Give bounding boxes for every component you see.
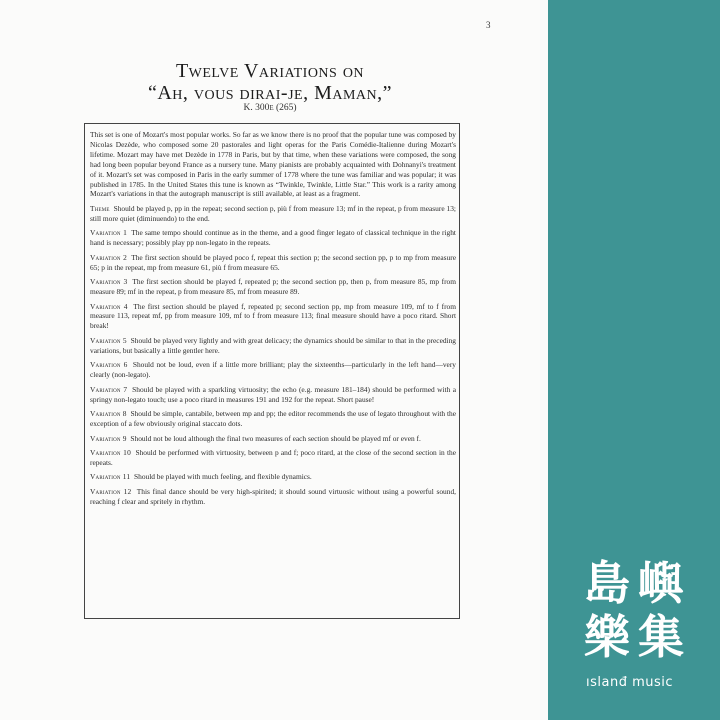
entry-label: Variation 6 (90, 360, 128, 370)
entry-variation-12 (90, 487, 456, 507)
entry-variation-3 (90, 277, 456, 297)
entry-label: Variation 3 (90, 277, 128, 287)
entry-label: Variation 7 (90, 384, 128, 394)
logo-char-2: 嶼 (638, 556, 684, 610)
entry-label: Variation 1 (90, 228, 127, 238)
entry-label: Variation 8 (90, 409, 127, 419)
entry-variation-11 (90, 472, 456, 482)
title-line-2: “Ah, vous dirai-je, Maman,” (147, 82, 393, 104)
entry-text: Should not be loud although the final two measures of each section should be played mf or even f. (130, 433, 421, 443)
entry-text: Should be played with much feeling, and flexible dynamics. (134, 472, 312, 482)
notes-text (90, 130, 456, 511)
entry-text: Should not be loud, even if a little more brilliant; play the sixteenths—particularly in the left hand—very clearly (non-legato). (90, 360, 456, 380)
logo-char-1: 島 (584, 556, 630, 610)
entry-text: The same tempo should continue as in the theme, and a good finger legato of classical technique in the right hand is necessary; possibly play pp non-legato in the repeats. (90, 228, 456, 248)
catalog-number: K. 300e (265) (243, 103, 297, 113)
entry-variation-10 (90, 448, 456, 468)
entry-label: Variation 12 (90, 486, 132, 496)
entry-variation-1 (90, 228, 456, 248)
entry-text: Should be played very lightly and with great delicacy; the dynamics should be similar to that in the preceding variations, but basically a little gentler here. (90, 335, 456, 355)
entry-label: Variation 2 (90, 252, 127, 262)
intro-paragraph: This set is one of Mozart's most popular works. So far as we know there is no proof that the popular tune was composed by Nicolas Dezède, who composed some 20 pastorales and light operas for the Paris Comédie-Italienne during Mozart's lifetime. Mozart may have met Dezède in 1778 in Paris, but by that time, when these variations were composed, the song had long been popular beyond France as a nursery tune. Many pianists are probably acquainted with Dohnanyi's treatment of it. Mozart's set was composed in Paris in the early summer of 1778 where the tune was familiar and was popular; it was published in 1785. In the United States this tune is known as “Twinkle, Twinkle, Little Star.” This work is a rarity among Mozart's variations in that the autograph manuscript is still available, at least as a fragment. (90, 130, 456, 199)
entry-label: Variation 10 (90, 448, 131, 457)
page-number: 3 (486, 20, 491, 30)
logo-char-3: 樂 (584, 610, 630, 664)
entry-label: Variation 5 (90, 335, 127, 345)
brand-sidebar (548, 0, 720, 720)
title-line-1: Twelve Variations on (175, 60, 365, 82)
logo-char-4: 集 (638, 610, 684, 664)
entry-label: Theme (90, 203, 110, 213)
entry-text: The first section should be played poco f, repeat this section p; the second section pp, p to mp from measure 65; p in the repeat, mp from measure 61, più f from measure 65. (90, 252, 456, 272)
entry-variation-4 (90, 302, 456, 332)
entry-text: Should be performed with virtuosity, between p and f; poco ritard, at the close of the second section in the repeats. (90, 448, 456, 467)
entry-text: The first section should be played f, repeated p; second section pp, mp from measure 109, mf to f from measure 113, repeat mf, pp from measure 109, mf to f from measure 113; final measure should have a poco ritard. Short break! (90, 301, 456, 331)
entry-variation-7 (90, 385, 456, 405)
entry-variation-9 (90, 434, 456, 444)
entry-theme (90, 204, 456, 224)
entry-label: Variation 9 (90, 433, 127, 443)
entry-text: This final dance should be very high-spirited; it should sound virtuosic without using a powerful sound, reaching f clear and spritely in rhythm. (90, 486, 456, 506)
entry-variation-2 (90, 253, 456, 273)
entry-text: Should be simple, cantabile, between mp and pp; the editor recommends the use of legato throughout with the exception of a few obviously original staccato dots. (90, 409, 456, 428)
entry-variation-6 (90, 360, 456, 380)
entry-text: Should be played p, pp in the repeat; second section p, più f from measure 13; mf in the repeat, p from measure 13; still more quiet (diminuendo) to the end. (90, 203, 456, 223)
entry-variation-5 (90, 336, 456, 356)
entry-text: Should be played with a sparkling virtuosity; the echo (e.g. measure 181–184) should be performed with a springy non-legato touch; use a poco ritard in measures 191 and 192 for the repeat. Short pause! (90, 384, 456, 404)
entry-label: Variation 11 (90, 472, 131, 482)
entry-variation-8 (90, 409, 456, 429)
entry-text: The first section should be played f, repeated p; the second section pp, then p, from measure 85, mp from measure 89; mf in the repeat, p from measure 85, mf from measure 89. (90, 277, 456, 297)
logo-tagline: ıslanđ music (586, 675, 674, 690)
entry-label: Variation 4 (90, 301, 128, 311)
